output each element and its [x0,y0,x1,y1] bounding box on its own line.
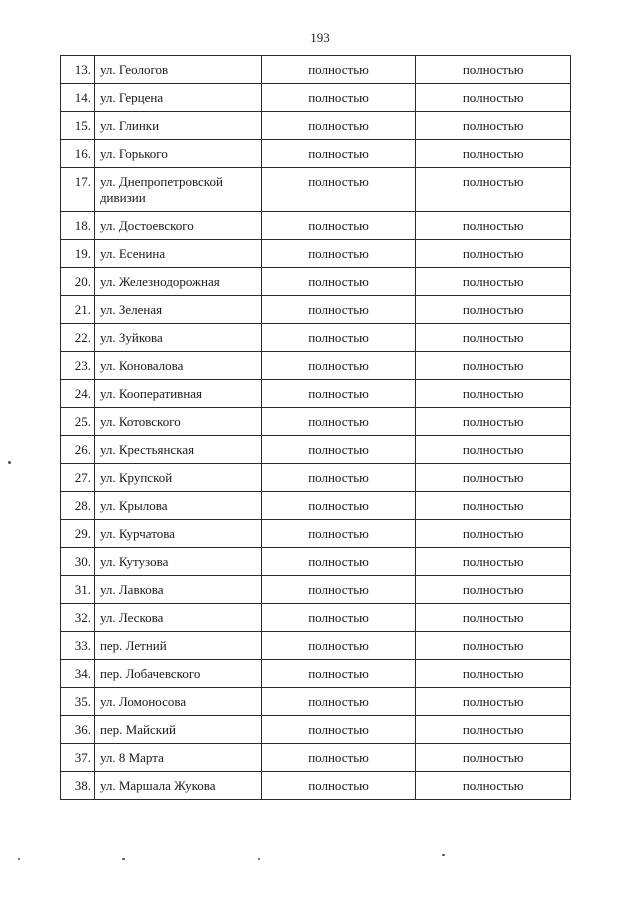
table-row [61,492,571,520]
table-row [61,464,571,492]
street-name: пер. Майский [94,716,261,744]
street-name: ул. Днепропетровской дивизии [94,168,261,212]
street-name: ул. Лескова [94,604,261,632]
street-name: ул. Лавкова [94,576,261,604]
row-number: 34. [61,660,95,688]
street-name: ул. Крестьянская [94,436,261,464]
coverage-cell-a: полностью [261,168,416,212]
coverage-cell-a: полностью [261,632,416,660]
coverage-cell-b: полностью [416,548,571,576]
coverage-cell-a: полностью [261,296,416,324]
row-number: 13. [61,56,95,84]
coverage-cell-b: полностью [416,520,571,548]
coverage-cell-b: полностью [416,576,571,604]
coverage-cell-b: полностью [416,56,571,84]
table-row [61,716,571,744]
coverage-cell-a: полностью [261,324,416,352]
table-row [61,56,571,84]
row-number: 37. [61,744,95,772]
coverage-cell-b: полностью [416,296,571,324]
street-name: ул. Зуйкова [94,324,261,352]
table-row [61,352,571,380]
coverage-cell-b: полностью [416,324,571,352]
scan-speck [122,858,125,860]
street-name: ул. Крупской [94,464,261,492]
coverage-cell-a: полностью [261,212,416,240]
row-number: 18. [61,212,95,240]
row-number: 25. [61,408,95,436]
row-number: 22. [61,324,95,352]
table-row [61,604,571,632]
row-number: 19. [61,240,95,268]
scan-speck [8,461,11,464]
table-row [61,408,571,436]
row-number: 20. [61,268,95,296]
coverage-cell-b: полностью [416,268,571,296]
street-name: ул. Железнодорожная [94,268,261,296]
coverage-cell-a: полностью [261,84,416,112]
street-name: ул. 8 Марта [94,744,261,772]
table-row [61,380,571,408]
coverage-cell-b: полностью [416,744,571,772]
coverage-cell-a: полностью [261,352,416,380]
coverage-cell-b: полностью [416,436,571,464]
street-name: ул. Глинки [94,112,261,140]
street-name: ул. Геологов [94,56,261,84]
coverage-cell-b: полностью [416,492,571,520]
table-row [61,548,571,576]
row-number: 29. [61,520,95,548]
coverage-cell-b: полностью [416,716,571,744]
coverage-cell-b: полностью [416,632,571,660]
table-row [61,688,571,716]
coverage-cell-a: полностью [261,380,416,408]
street-name: ул. Котовского [94,408,261,436]
coverage-cell-b: полностью [416,240,571,268]
coverage-cell-b: полностью [416,112,571,140]
coverage-cell-b: полностью [416,772,571,800]
coverage-cell-a: полностью [261,688,416,716]
row-number: 23. [61,352,95,380]
row-number: 15. [61,112,95,140]
table-row [61,744,571,772]
coverage-cell-b: полностью [416,464,571,492]
street-name: пер. Летний [94,632,261,660]
coverage-cell-a: полностью [261,744,416,772]
table-row [61,324,571,352]
table-row [61,240,571,268]
coverage-cell-a: полностью [261,660,416,688]
table-row [61,212,571,240]
page-number: 193 [310,30,330,45]
table-row [61,84,571,112]
street-name: ул. Есенина [94,240,261,268]
coverage-cell-a: полностью [261,240,416,268]
street-name: ул. Ломоносова [94,688,261,716]
coverage-cell-a: полностью [261,520,416,548]
row-number: 14. [61,84,95,112]
coverage-cell-a: полностью [261,492,416,520]
coverage-cell-b: полностью [416,168,571,212]
street-name: ул. Коновалова [94,352,261,380]
coverage-cell-a: полностью [261,140,416,168]
table-row [61,140,571,168]
row-number: 36. [61,716,95,744]
street-name: ул. Достоевского [94,212,261,240]
row-number: 31. [61,576,95,604]
coverage-cell-a: полностью [261,464,416,492]
row-number: 21. [61,296,95,324]
row-number: 28. [61,492,95,520]
row-number: 27. [61,464,95,492]
row-number: 26. [61,436,95,464]
coverage-cell-b: полностью [416,408,571,436]
coverage-cell-b: полностью [416,688,571,716]
coverage-cell-a: полностью [261,408,416,436]
table-row [61,772,571,800]
table-row [61,660,571,688]
coverage-cell-b: полностью [416,660,571,688]
coverage-cell-b: полностью [416,380,571,408]
table-row [61,268,571,296]
table-row [61,436,571,464]
coverage-cell-a: полностью [261,56,416,84]
table-row [61,112,571,140]
coverage-cell-a: полностью [261,112,416,140]
row-number: 16. [61,140,95,168]
coverage-cell-a: полностью [261,604,416,632]
row-number: 30. [61,548,95,576]
streets-table-body [61,56,571,800]
row-number: 38. [61,772,95,800]
scan-speck [18,858,20,860]
table-row [61,168,571,212]
street-name: ул. Кооперативная [94,380,261,408]
scan-speck [258,858,260,860]
row-number: 35. [61,688,95,716]
row-number: 17. [61,168,95,212]
coverage-cell-b: полностью [416,604,571,632]
table-row [61,576,571,604]
table-row [61,520,571,548]
coverage-cell-a: полностью [261,576,416,604]
coverage-cell-b: полностью [416,84,571,112]
coverage-cell-a: полностью [261,548,416,576]
row-number: 32. [61,604,95,632]
coverage-cell-a: полностью [261,772,416,800]
coverage-cell-a: полностью [261,436,416,464]
coverage-cell-b: полностью [416,352,571,380]
table-row [61,296,571,324]
streets-table [60,55,571,800]
coverage-cell-b: полностью [416,212,571,240]
scan-speck [442,854,445,856]
street-name: ул. Маршала Жукова [94,772,261,800]
coverage-cell-a: полностью [261,268,416,296]
street-name: ул. Горького [94,140,261,168]
street-name: ул. Крылова [94,492,261,520]
table-row [61,632,571,660]
street-name: ул. Курчатова [94,520,261,548]
street-name: ул. Кутузова [94,548,261,576]
street-name: ул. Герцена [94,84,261,112]
coverage-cell-b: полностью [416,140,571,168]
street-name: ул. Зеленая [94,296,261,324]
row-number: 24. [61,380,95,408]
coverage-cell-a: полностью [261,716,416,744]
street-name: пер. Лобачевского [94,660,261,688]
row-number: 33. [61,632,95,660]
